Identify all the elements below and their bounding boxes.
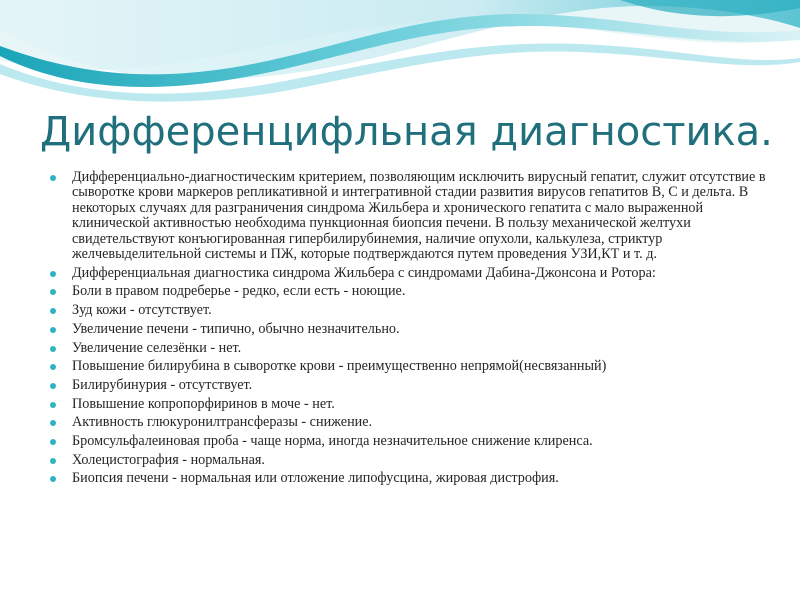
bullet-text: Зуд кожи - отсутствует. — [72, 302, 212, 319]
list-item — [48, 322, 773, 337]
list-item — [48, 434, 773, 449]
bullet-icon — [50, 383, 56, 389]
slide-title: Дифференцифльная диагностика. — [40, 109, 773, 155]
list-item — [48, 471, 773, 486]
bullet-list — [48, 170, 773, 490]
bullet-icon — [50, 420, 56, 426]
list-item — [48, 397, 773, 412]
bullet-icon — [50, 271, 56, 277]
list-item — [48, 378, 773, 393]
bullet-text: Активность глюкуронилтрансферазы - снижение. — [72, 414, 373, 431]
bullet-icon — [50, 439, 56, 445]
bullet-icon — [50, 402, 56, 408]
list-item — [48, 266, 773, 281]
list-item — [48, 453, 773, 468]
list-item — [48, 170, 773, 262]
list-item — [48, 359, 773, 374]
list-item — [48, 284, 773, 299]
bullet-icon — [50, 327, 56, 333]
bullet-text: Боли в правом подреберье - редко, если есть - ноющие. — [72, 283, 406, 300]
list-item — [48, 303, 773, 318]
bullet-text: Повышение билирубина в сыворотке крови - преимущественно непрямой(несвязанный) — [72, 358, 607, 375]
bullet-icon — [50, 364, 56, 370]
bullet-icon — [50, 346, 56, 352]
bullet-text: Биопсия печени - нормальная или отложение липофусцина, жировая дистрофия. — [72, 470, 559, 487]
bullet-text: Дифференциальная диагностика синдрома Жильбера с синдромами Дабина-Джонсона и Ротора: — [72, 264, 656, 281]
list-item — [48, 415, 773, 430]
bullet-icon — [50, 308, 56, 314]
bullet-icon — [50, 458, 56, 464]
bullet-icon — [50, 476, 56, 482]
bullet-text: Увеличение печени - типично, обычно незначительно. — [72, 320, 400, 337]
bullet-text: Холецистография - нормальная. — [72, 451, 265, 468]
bullet-text: Бромсульфалеиновая проба - чаще норма, иногда незначительное снижение клиренса. — [72, 433, 593, 450]
list-item — [48, 341, 773, 356]
bullet-text: Повышение копропорфиринов в моче - нет. — [72, 395, 335, 412]
bullet-text: Билирубинурия - отсутствует. — [72, 376, 253, 393]
bullet-text: Дифференциально-диагностическим критерием, позволяющим исключить вирусный гепатит, служит отсутствие в сыворотке крови маркеров репликативной и интегративной стадии развития вирусов гепатитов В, С и дельта. В некоторых случаях для разграничения синдрома Жильбера и хронического гепатита с мало выраженной клинической активностью необходима пункционная биопсия печени. В пользу механической желтухи свидетельствуют конъюгированная гипербилирубинемия, наличие опухоли, калькулеза, стриктур желчевыделительной системы и ПЖ, которые подтверждаются путем проведения УЗИ,КТ и т. д. — [72, 169, 766, 263]
bullet-icon — [50, 289, 56, 295]
header-wave-decoration — [0, 0, 800, 110]
bullet-icon — [50, 175, 56, 181]
bullet-text: Увеличение селезёнки - нет. — [72, 339, 242, 356]
